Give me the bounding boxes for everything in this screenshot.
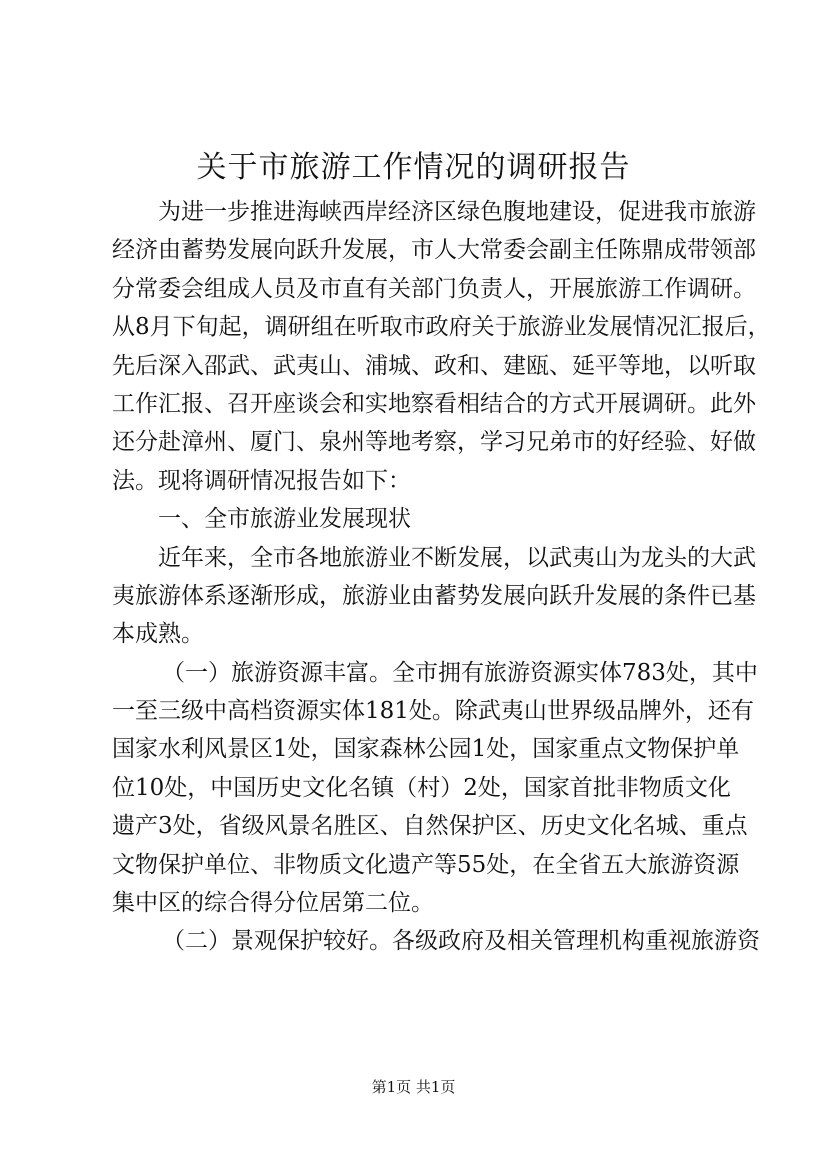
paragraph-line: 国家水利风景区1处，国家森林公园1处，国家重点文物保护单 bbox=[112, 736, 740, 763]
paragraph-line: 经济由蓄势发展向跃升发展，市人大常委会副主任陈鼎成带领部 bbox=[112, 237, 756, 264]
paragraph-line: 本成熟。 bbox=[112, 621, 204, 648]
page-footer: 第1页 共1页 bbox=[371, 1078, 456, 1096]
paragraph-line: 近年来，全市各地旅游业不断发展，以武夷山为龙头的大武 bbox=[158, 544, 756, 571]
paragraph-line: （一）旅游资源丰富。全市拥有旅游资源实体783处，其中 bbox=[162, 659, 758, 686]
paragraph-line: 分常委会组成人员及市直有关部门负责人，开展旅游工作调研。 bbox=[112, 275, 756, 302]
paragraph-line: 法。现将调研情况报告如下： bbox=[112, 467, 411, 494]
paragraph-line: 遗产3处，省级风景名胜区、自然保护区、历史文化名城、重点 bbox=[112, 813, 748, 840]
paragraph-line: 先后深入邵武、武夷山、浦城、政和、建瓯、延平等地，以听取 bbox=[112, 352, 756, 379]
paragraph-line: 夷旅游体系逐渐形成，旅游业由蓄势发展向跃升发展的条件已基 bbox=[112, 582, 756, 609]
paragraph-line: 还分赴漳州、厦门、泉州等地考察，学习兄弟市的好经验、好做 bbox=[112, 429, 756, 456]
paragraph-line: 一至三级中高档资源实体181处。除武夷山世界级品牌外，还有 bbox=[112, 698, 754, 725]
paragraph-line: 集中区的综合得分位居第二位。 bbox=[112, 890, 434, 917]
paragraph-line: 为进一步推进海峡西岸经济区绿色腹地建设，促进我市旅游 bbox=[158, 199, 756, 225]
paragraph-line: （二）景观保护较好。各级政府及相关管理机构重视旅游资 bbox=[162, 928, 760, 955]
paragraph-line: 文物保护单位、非物质文化遗产等55处，在全省五大旅游资源 bbox=[112, 851, 740, 878]
document-body bbox=[112, 193, 771, 961]
paragraph-line: 位10处，中国历史文化名镇（村）2处，国家首批非物质文化 bbox=[112, 774, 731, 801]
section-heading: 一、全市旅游业发展现状 bbox=[158, 506, 411, 533]
paragraph-line: 从8月下旬起，调研组在听取市政府关于旅游业发展情况汇报后， bbox=[112, 314, 771, 341]
paragraph-line: 工作汇报、召开座谈会和实地察看相结合的方式开展调研。此外 bbox=[112, 390, 756, 417]
document-title: 关于市旅游工作情况的调研报告 bbox=[196, 150, 631, 185]
